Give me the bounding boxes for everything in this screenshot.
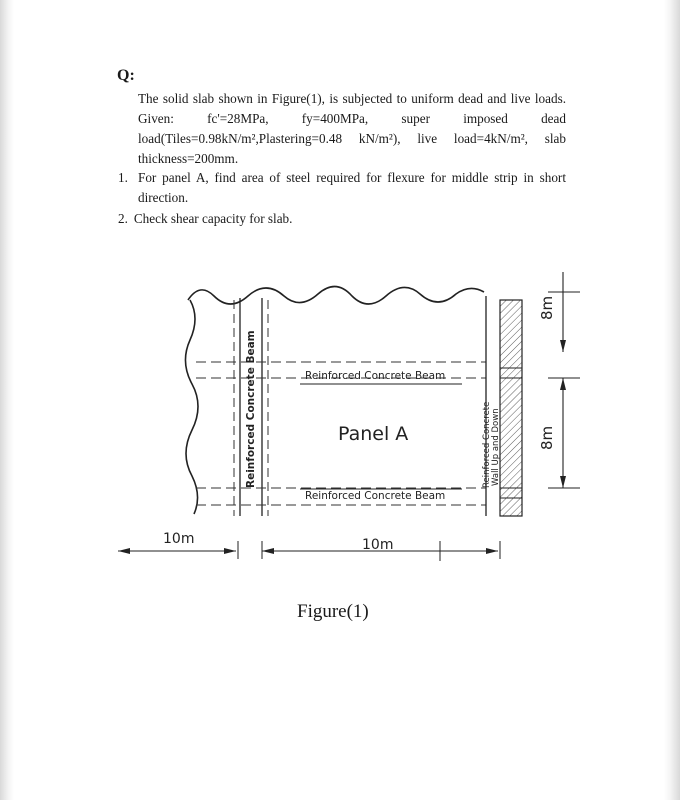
break-line-left — [185, 300, 198, 514]
figure-caption: Figure(1) — [297, 601, 369, 622]
beam-left-label: Reinforced Concrete Beam — [245, 330, 257, 488]
item-text: Check shear capacity for slab. — [133, 211, 293, 226]
beam-top-label: Reinforced Concrete Beam — [305, 370, 446, 382]
dim-right-bottom-label: 8m — [538, 425, 556, 450]
dim-left-label: 10m — [163, 531, 195, 547]
item-number: 2. — [118, 211, 128, 226]
wall-label-line2: Wall Up and Down — [491, 408, 501, 486]
wall-label-line1: Reinforced Concrete — [482, 401, 492, 488]
question-intro: The solid slab shown in Figure(1), is subjected to uniform dead and live loads. Given: fc'=28MPa, fy=400MPa, super imposed dead load(Tiles=0.98kN/m²,Plastering=0.48 kN/m²), live load=4kN/m², slab thickness=200mm. — [138, 91, 566, 166]
dim-right-top-label: 8m — [538, 295, 556, 320]
item-text: For panel A, find area of steel required for flexure for middle strip in short direction. — [138, 170, 566, 205]
item-number: 1. — [118, 170, 128, 185]
panel-a-label: Panel A — [338, 423, 409, 445]
break-line-top — [188, 286, 484, 304]
dim-bottom-label: 10m — [362, 537, 394, 553]
question-label: Q: — [117, 67, 135, 84]
beam-bottom-label: Reinforced Concrete Beam — [305, 490, 446, 502]
